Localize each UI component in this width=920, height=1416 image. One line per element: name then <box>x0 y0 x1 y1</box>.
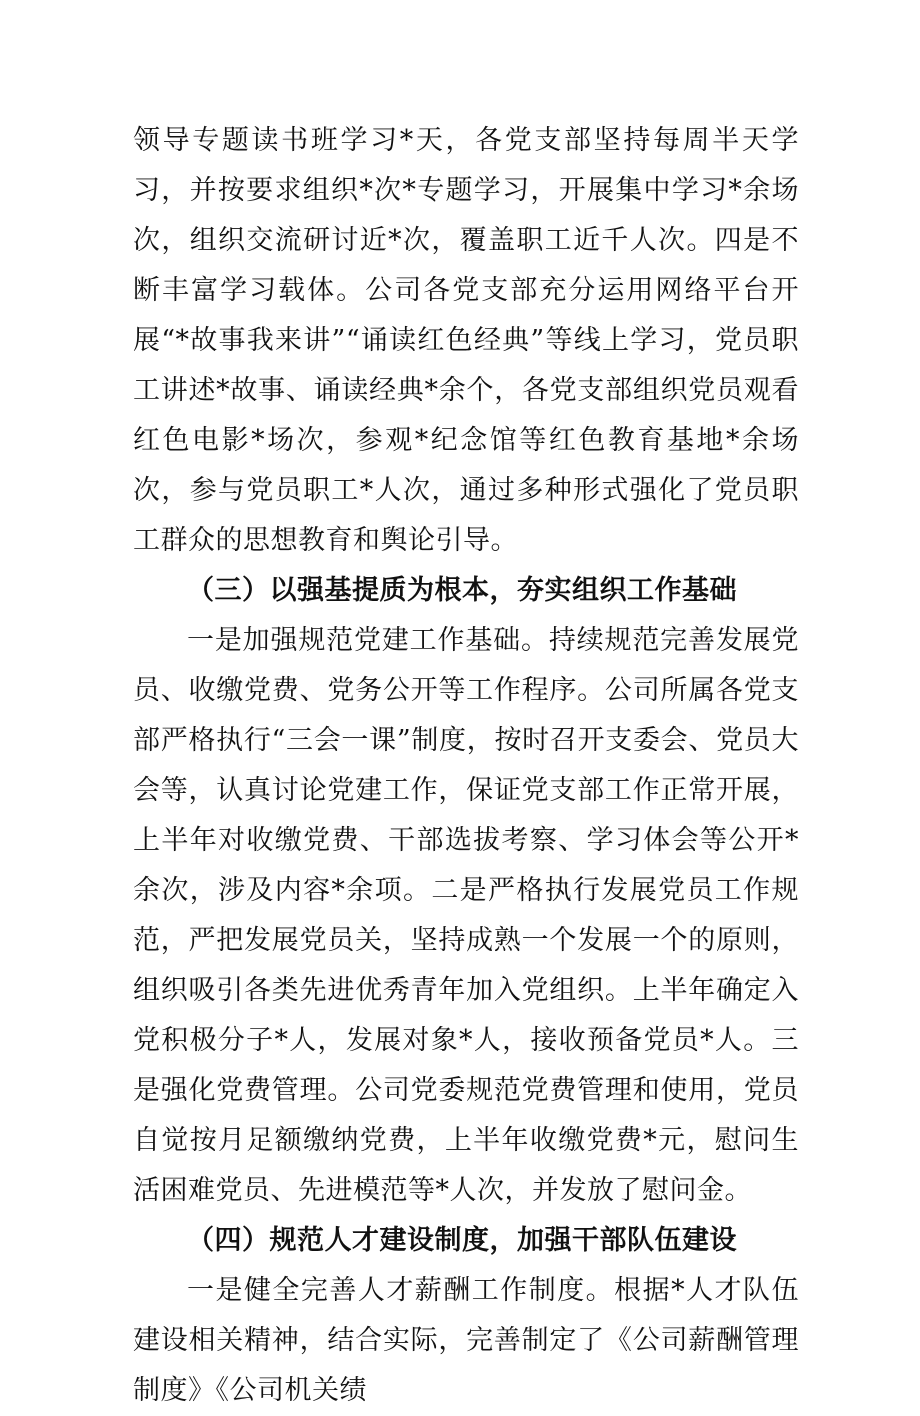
paragraph-organization-work: 一是加强规范党建工作基础。持续规范完善发展党员、收缴党费、党务公开等工作程序。公司所属各党支部严格执行“三会一课”制度，按时召开支委会、党员大会等，认真讨论党建工作，保证党支部工作正常开展，上半年对收缴党费、干部选拔考察、学习体会等公开*余次，涉及内容*余项。二是严格执行发展党员工作规范，严把发展党员关，坚持成熟一个发展一个的原则，组织吸引各类先进优秀青年加入党组织。上半年确定入党积极分子*人，发展对象*人，接收预备党员*人。三是强化党费管理。公司党委规范党费管理和使用，党员自觉按月足额缴纳党费，上半年收缴党费*元，慰问生活困难党员、先进模范等*人次，并发放了慰问金。 <box>133 625 799 1206</box>
section-heading-three: （三）以强基提质为根本，夯实组织工作基础 <box>187 575 737 606</box>
section-heading-four: （四）规范人才建设制度，加强干部队伍建设 <box>187 1225 737 1256</box>
paragraph-study-summary: 领导专题读书班学习*天，各党支部坚持每周半天学习，并按要求组织*次*专题学习，开展集中学习*余场次，组织交流研讨近*次，覆盖职工近千人次。四是不断丰富学习载体。公司各党支部充分运用网络平台开展“*故事我来讲”“诵读红色经典”等线上学习，党员职工讲述*故事、诵读经典*余个，各党支部组织党员观看红色电影*场次，参观*纪念馆等红色教育基地*余场次，参与党员职工*人次，通过多种形式强化了党员职工群众的思想教育和舆论引导。 <box>133 125 799 556</box>
document-body <box>133 116 799 1416</box>
paragraph-talent-system: 一是健全完善人才薪酬工作制度。根据*人才队伍建设相关精神，结合实际，完善制定了《公司薪酬管理制度》《公司机关绩 <box>133 1275 799 1406</box>
